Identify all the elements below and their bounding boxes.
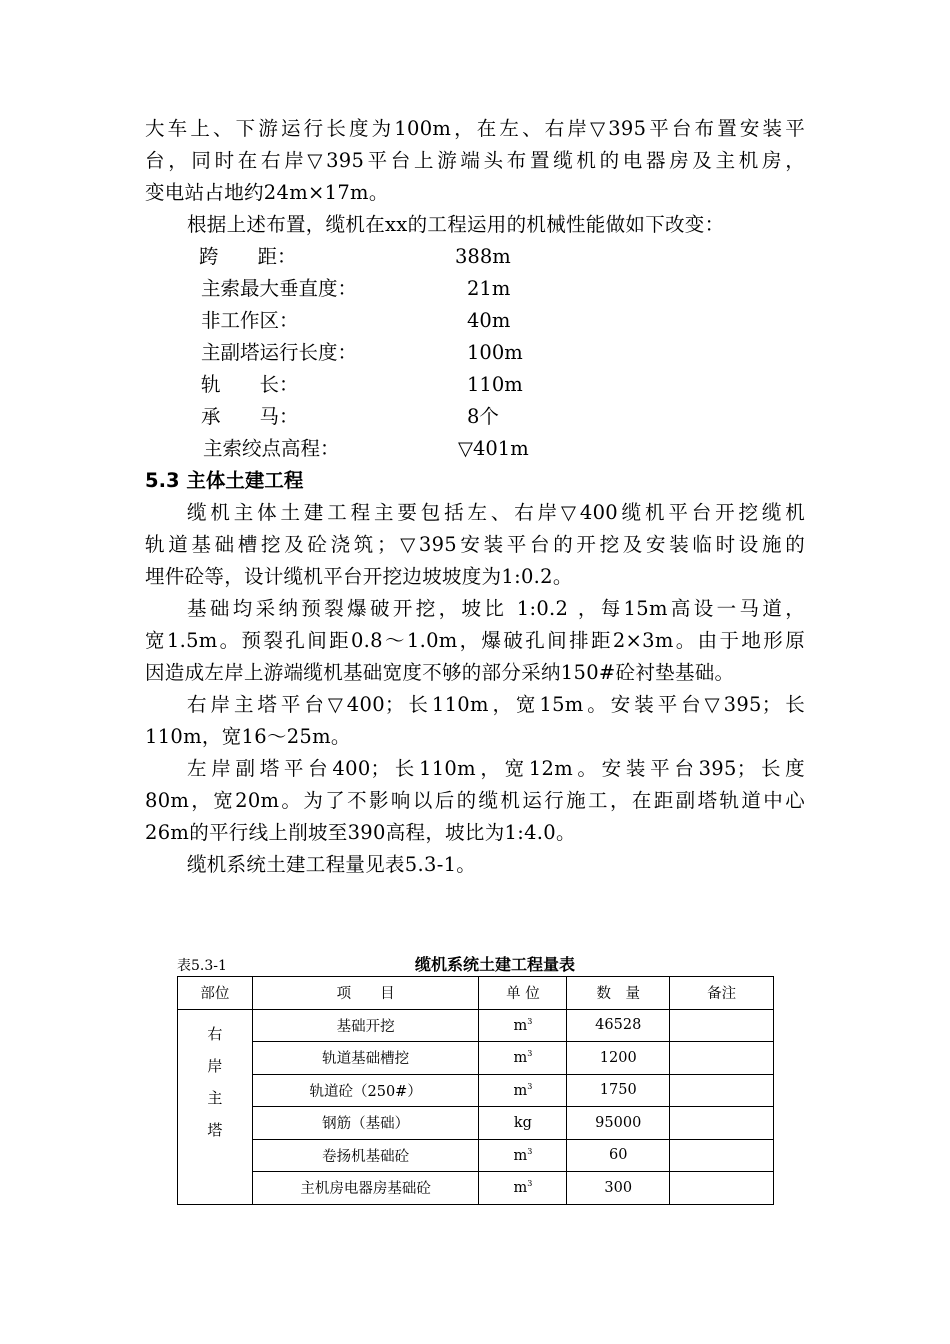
- header-item: 项 目: [252, 977, 479, 1010]
- spec-label: 主索绞点高程：: [203, 437, 340, 460]
- qty-cell: 1750: [567, 1074, 670, 1107]
- paragraph-line: 26m的平行线上削坡至390高程，坡比为1:4.0。: [145, 821, 576, 844]
- item-cell: 卷扬机基础砼: [252, 1139, 479, 1172]
- spec-label: 轨 长：: [201, 373, 299, 396]
- spec-label: 承 马：: [201, 405, 299, 428]
- part-char: 塔: [207, 1121, 223, 1140]
- spec-value: 21m: [467, 277, 511, 300]
- section-heading: 5.3 主体土建工程: [145, 469, 304, 492]
- qty-cell: 95000: [567, 1107, 670, 1140]
- spec-label: 主索最大垂直度：: [201, 277, 358, 300]
- paragraph-line: 80m，宽20m。为了不影响以后的缆机运行施工，在距副塔轨道中心: [145, 789, 805, 812]
- item-cell: 钢筋（基础）: [252, 1107, 479, 1140]
- qty-cell: 300: [567, 1172, 670, 1205]
- unit-cell: $m^3$: [479, 1139, 567, 1172]
- header-unit: 单 位: [479, 977, 567, 1010]
- spec-label: 非工作区：: [201, 309, 299, 332]
- spec-value: 8个: [467, 405, 499, 428]
- paragraph-line: 轨道基础槽挖及砼浇筑；▽395安装平台的开挖及安装临时设施的: [145, 533, 805, 556]
- spec-value: 388m: [455, 245, 511, 268]
- paragraph-line: 根据上述布置，缆机在xx的工程运用的机械性能做如下改变：: [187, 213, 725, 236]
- unit-cell: $m^3$: [479, 1009, 567, 1042]
- header-note: 备注: [670, 977, 774, 1010]
- spec-value: 110m: [467, 373, 523, 396]
- paragraph-line: 右岸主塔平台▽400；长110m，宽15m。安装平台▽395；长: [187, 693, 805, 716]
- paragraph-line: 缆机主体土建工程主要包括左、右岸▽400缆机平台开挖缆机: [187, 501, 805, 524]
- unit-cell: $m^3$: [479, 1042, 567, 1075]
- table-row: [178, 1172, 774, 1205]
- qty-cell: 46528: [567, 1009, 670, 1042]
- table-header-row: [178, 977, 774, 1010]
- paragraph-line: 变电站占地约24m×17m。: [145, 181, 389, 204]
- part-char: 右: [207, 1024, 223, 1043]
- item-cell: 轨道基础槽挖: [252, 1042, 479, 1075]
- paragraph-line: 因造成左岸上游端缆机基础宽度不够的部分采纳150#砼衬垫基础。: [145, 661, 735, 684]
- spec-value: ▽401m: [458, 437, 529, 460]
- paragraph-line: 大车上、下游运行长度为100m，在左、右岸▽395平台布置安装平: [145, 117, 805, 140]
- paragraph-line: 埋件砼等，设计缆机平台开挖边坡坡度为1:0.2。: [145, 565, 573, 588]
- spec-value: 40m: [467, 309, 511, 332]
- header-part: 部位: [178, 977, 253, 1010]
- note-cell: [670, 1074, 774, 1107]
- paragraph-line: 缆机系统土建工程量见表5.3-1。: [187, 853, 477, 876]
- part-char: 主: [207, 1089, 223, 1108]
- quantity-table: [177, 976, 774, 1205]
- qty-cell: 60: [567, 1139, 670, 1172]
- header-qty: 数 量: [567, 977, 670, 1010]
- paragraph-line: 台，同时在右岸▽395平台上游端头布置缆机的电器房及主机房，: [145, 149, 805, 172]
- table-row: [178, 1074, 774, 1107]
- unit-cell: $m^3$: [479, 1074, 567, 1107]
- table-row: [178, 1009, 774, 1042]
- note-cell: [670, 1107, 774, 1140]
- spec-label: 跨 距：: [199, 245, 297, 268]
- table-number: 表5.3-1: [177, 958, 227, 974]
- table-title: 缆机系统土建工程量表: [415, 955, 576, 974]
- part-cell: [178, 1009, 253, 1204]
- note-cell: [670, 1139, 774, 1172]
- paragraph-line: 基础均采纳预裂爆破开挖，坡比 1:0.2 ，每15m高设一马道，: [187, 597, 805, 620]
- item-cell: 基础开挖: [252, 1009, 479, 1042]
- note-cell: [670, 1042, 774, 1075]
- table-row: [178, 1139, 774, 1172]
- note-cell: [670, 1172, 774, 1205]
- paragraph-line: 宽1.5m。预裂孔间距0.8～1.0m，爆破孔间排距2×3m。由于地形原: [145, 629, 805, 652]
- table-row: [178, 1042, 774, 1075]
- part-char: 岸: [207, 1056, 223, 1075]
- unit-cell: kg: [479, 1107, 567, 1140]
- paragraph-line: 左岸副塔平台400；长110m，宽12m。安装平台395；长度: [187, 757, 805, 780]
- spec-value: 100m: [467, 341, 523, 364]
- paragraph-line: 110m，宽16～25m。: [145, 725, 351, 748]
- item-cell: 主机房电器房基础砼: [252, 1172, 479, 1205]
- table-row: [178, 1107, 774, 1140]
- qty-cell: 1200: [567, 1042, 670, 1075]
- unit-cell: $m^3$: [479, 1172, 567, 1205]
- item-cell: 轨道砼（250#）: [252, 1074, 479, 1107]
- spec-label: 主副塔运行长度：: [201, 341, 358, 364]
- note-cell: [670, 1009, 774, 1042]
